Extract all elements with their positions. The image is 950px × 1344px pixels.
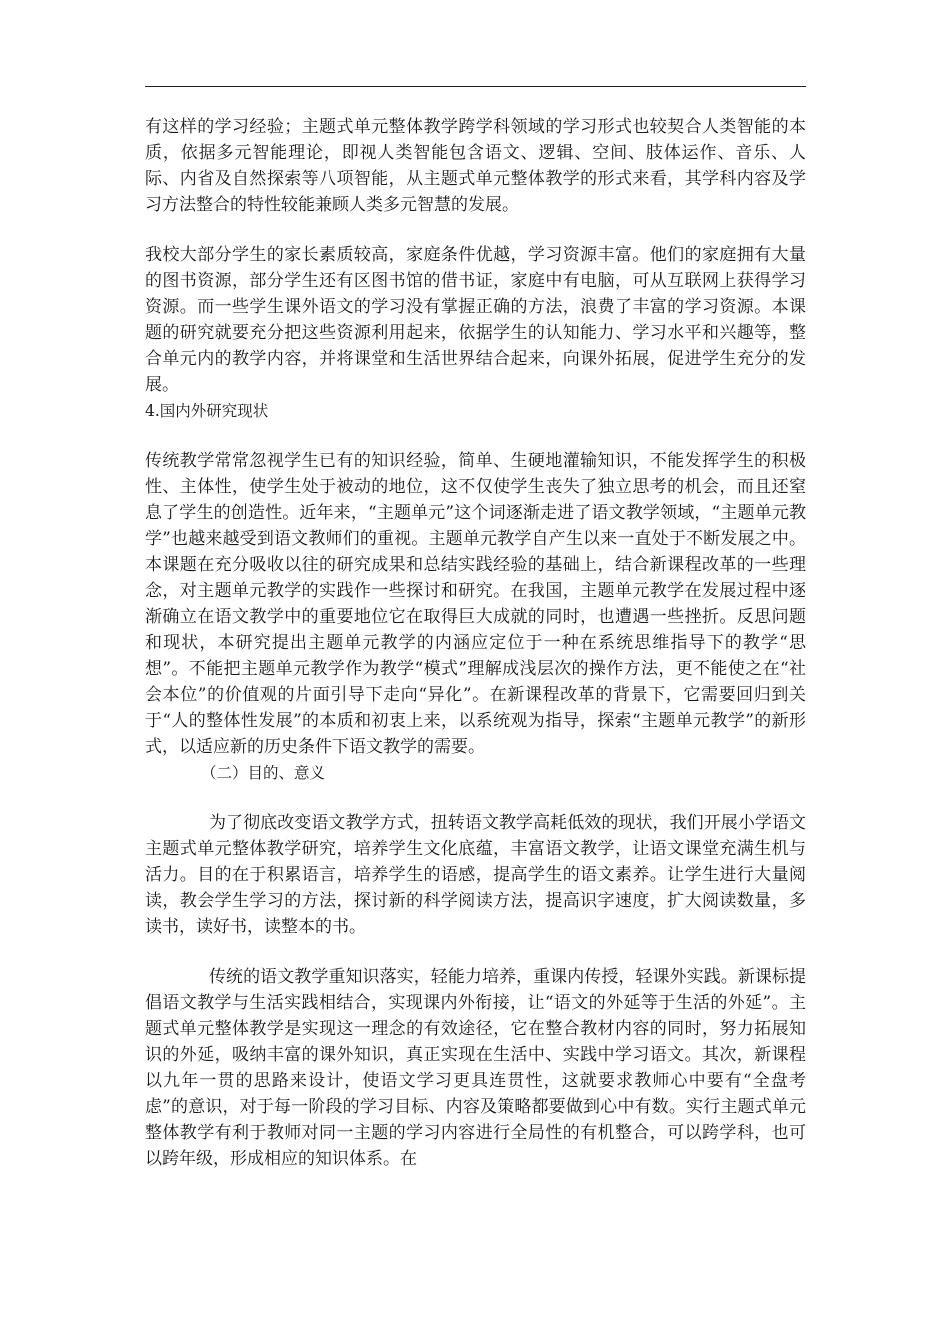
header-rule xyxy=(145,86,806,87)
paragraph-5: 传统的语文教学重知识落实，轻能力培养，重课内传授，轻课外实践。新课标提倡语文教学与生活实践相结合，实现课内外衔接，让“语文的外延等于生活的外延”。主题式单元整体教学是实现这一理念的有效途径，它在整合教材内容的同时，努力拓展知识的外延，吸纳丰富的课外知识，真正实现在生活中、实践中学习语文。其次，新课程以九年一贯的思路来设计，使语文学习更具连贯性，这就要求教师心中要有“全盘考虑”的意识，对于每一阶段的学习目标、内容及策略都要做到心中有数。实行主题式单元整体教学有利于教师对同一主题的学习内容进行全局性的有机整合，可以跨学科，也可以跨年级，形成相应的知识体系。在 xyxy=(145,967,806,1169)
paragraph-3: 传统教学常常忽视学生已有的知识经验，简单、生硬地灌输知识，不能发挥学生的积极性、主体性，使学生处于被动的地位，这不仅使学生丧失了独立思考的机会，而且还窒息了学生的创造性。近年来，“主题单元”这个词逐渐走进了语文教学领域，“主题单元教学”也越来越受到语文教师们的重视。主题单元教学自产生以来一直处于不断发展之中。本课题在充分吸收以往的研究成果和总结实践经验的基础上，结合新课程改革的一些理念，对主题单元教学的实践作一些探讨和研究。在我国，主题单元教学在发展过程中逐渐确立在语文教学中的重要地位它在取得巨大成就的同时，也遭遇一些挫折。反思问题和现状，本研究提出主题单元教学的内涵应定位于一种在系统思维指导下的教学“思想”。不能把主题单元教学作为教学“模式”理解成浅层次的操作方法，更不能使之在“社会本位”的价值观的片面引导下走向“异化”。在新课程改革的背景下，它需要回归到关于“人的整体性发展”的本质和初衷上来，以系统观为指导，探索“主题单元教学”的新形式，以适应新的历史条件下语文教学的需要。 xyxy=(145,451,806,757)
document-body xyxy=(145,114,806,1172)
paragraph-1: 有这样的学习经验；主题式单元整体教学跨学科领域的学习形式也较契合人类智能的本质，依据多元智能理论，即视人类智能包含语文、逻辑、空间、肢体运作、音乐、人际、内省及自然探索等八项智能，从主题式单元整体教学的形式来看，其学科内容及学习方法整合的特性较能兼顾人类多元智慧的发展。 xyxy=(145,117,806,215)
section-heading-purpose: （二）目的、意义 xyxy=(201,764,326,782)
section-heading-research-status: 4.国内外研究现状 xyxy=(145,402,269,420)
paragraph-4: 为了彻底改变语文教学方式，扭转语文教学高耗低效的现状，我们开展小学语文主题式单元整体教学研究，培养学生文化底蕴，丰富语文教学，让语文课堂充满生机与活力。目的在于积累语言，培养学生的语感，提高学生的语文素养。让学生进行大量阅读，教会学生学习的方法，探讨新的科学阅读方法，提高识字速度，扩大阅读数量，多读书，读好书，读整本的书。 xyxy=(145,813,806,937)
paragraph-2: 我校大部分学生的家长素质较高，家庭条件优越，学习资源丰富。他们的家庭拥有大量的图书资源，部分学生还有区图书馆的借书证，家庭中有电脑，可从互联网上获得学习资源。而一些学生课外语文的学习没有掌握正确的方法，浪费了丰富的学习资源。本课题的研究就要充分把这些资源利用起来，依据学生的认知能力、学习水平和兴趣等，整合单元内的教学内容，并将课堂和生活世界结合起来，向课外拓展，促进学生充分的发展。 xyxy=(145,245,806,395)
